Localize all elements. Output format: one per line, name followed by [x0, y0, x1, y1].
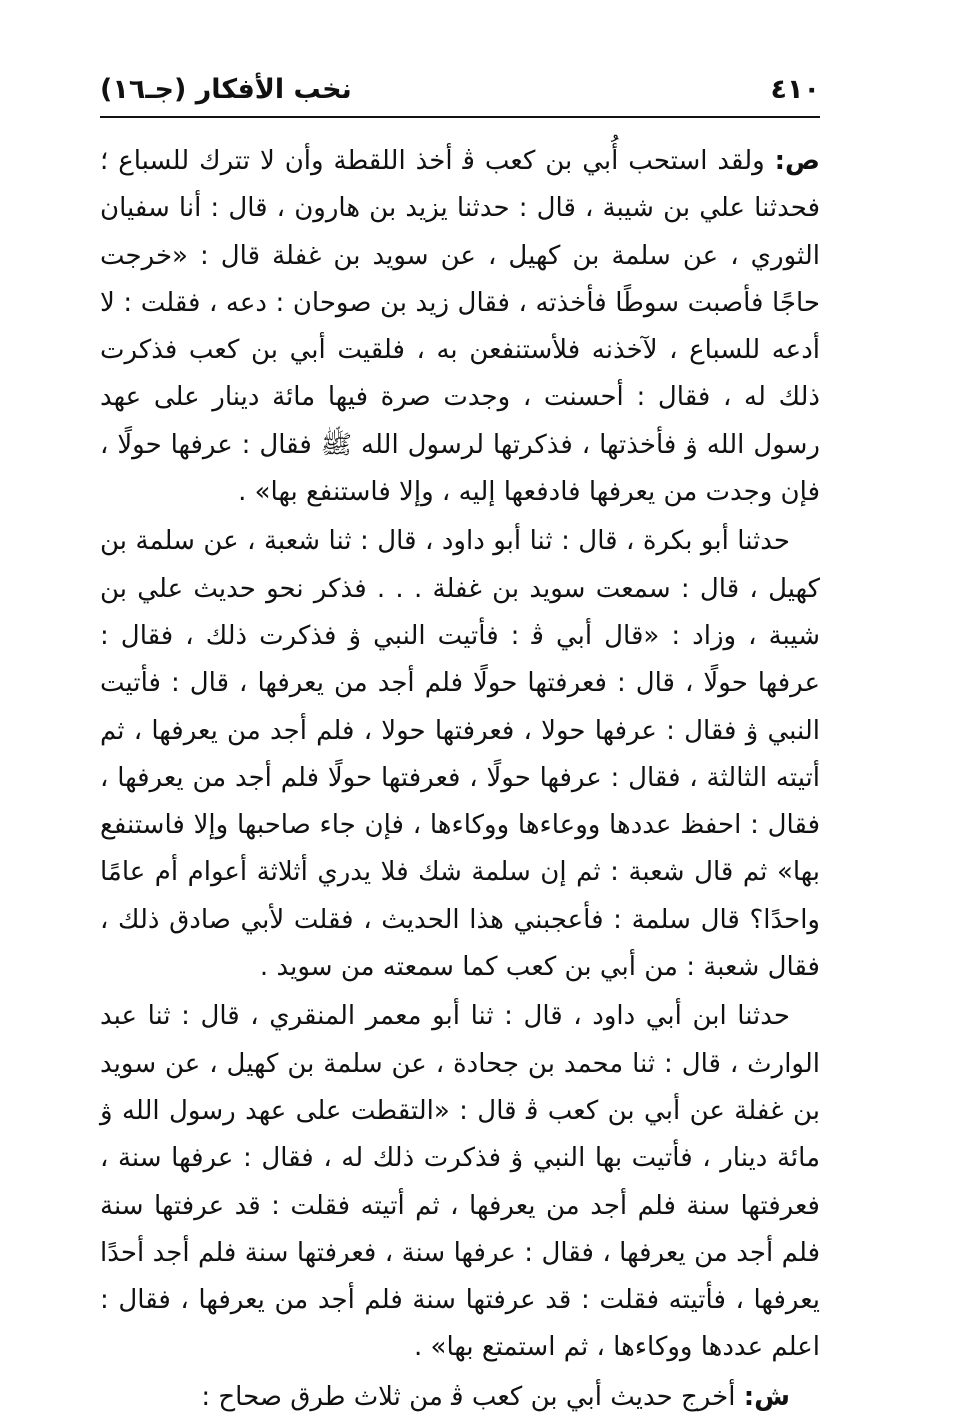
paragraph-text: حدثنا ابن أبي داود ، قال : ثنا أبو معمر المنقري ، قال : ثنا عبد الوارث ، قال : ثنا محمد بن جحادة ، عن سلمة بن كهيل ، عن سويد بن غفلة عن أبي بن كعب ﭬ قال : «التقطت على عهد رسول الله ﯞ مائة دينار ، فأتيت بها النبي ﯞ فذكرت ذلك له ، فقال : عرفها سنة ، فعرفتها سنة فلم أجد من يعرفها ، ثم أتيته فقلت : قد عرفتها سنة فلم أجد من يعرفها ، فقال : عرفها سنة ، فعرفتها سنة فلم أجد أحدًا يعرفها ، فأتيته فقلت : قد عرفتها سنة فلم أجد من يعرفها ، فقال : اعلم عددها ووكاءها ، ثم استمتع بها» .	[100, 1001, 820, 1363]
paragraph-ibn-abi-dawud	[100, 993, 820, 1371]
page-header	[100, 70, 820, 114]
paragraph-text: أخرج حديث أبي بن كعب ﭬ من ثلاث طرق صحاح :	[201, 1381, 736, 1412]
paragraph-label: ص:	[774, 146, 821, 176]
paragraph-shin	[100, 1374, 820, 1421]
header-divider	[100, 116, 820, 118]
page-number: ٤١٠	[770, 74, 820, 105]
paragraph-sad	[100, 138, 820, 516]
paragraph-abu-bakra	[100, 518, 820, 991]
book-title: نخب الأفكار (جـ١٦)	[100, 74, 352, 105]
paragraph-text: حدثنا أبو بكرة ، قال : ثنا أبو داود ، قال : ثنا شعبة ، عن سلمة بن كهيل ، قال : سمعت سويد بن غفلة . . . فذكر نحو حديث علي بن شيبة ، وزاد : «قال أبي ﭬ : فأتيت النبي ﯞ فذكرت ذلك ، فقال : عرفها حولًا ، قال : فعرفتها حولًا فلم أجد من يعرفها ، قال : فأتيت النبي ﯞ فقال : عرفها حولا ، فعرفتها حولا ، فلم أجد من يعرفها ، ثم أتيته الثالثة ، فقال : عرفها حولًا ، فعرفتها حولًا فلم أجد من يعرفها ، فقال : احفظ عددها ووعاءها ووكاءها ، فإن جاء صاحبها وإلا فاستنفع بها» ثم قال شعبة : ثم إن سلمة شك فلا يدري أثلاثة أعوام أم عامًا واحدًا؟ قال سلمة : فأعجبني هذا الحديث ، فقلت لأبي صادق ذلك ، فقال شعبة : من أبي بن كعب كما سمعته من سويد .	[100, 526, 820, 983]
paragraph-text: ولقد استحب أُبي بن كعب ﭬ أخذ اللقطة وأن لا تترك للسباع ؛ فحدثنا علي بن شيبة ، قال : حدثنا يزيد بن هارون ، قال : أنا سفيان الثوري ، عن سلمة بن كهيل ، عن سويد بن غفلة قال : «خرجت حاجًا فأصبت سوطًا فأخذته ، فقال زيد بن صوحان : دعه ، فقلت : لا أدعه للسباع ، لآخذنه فلأستنفعن به ، فلقيت أبي بن كعب فذكرت ذلك له ، فقال : أحسنت ، وجدت صرة فيها مائة دينار على عهد رسول الله ﯞ فأخذتها ، فذكرتها لرسول الله ﷺ فقال : عرفها حولًا ، فإن وجدت من يعرفها فادفعها إليه ، وإلا فاستنفع بها» .	[100, 146, 820, 508]
page	[100, 70, 821, 1412]
paragraph-label: ش:	[743, 1381, 790, 1412]
